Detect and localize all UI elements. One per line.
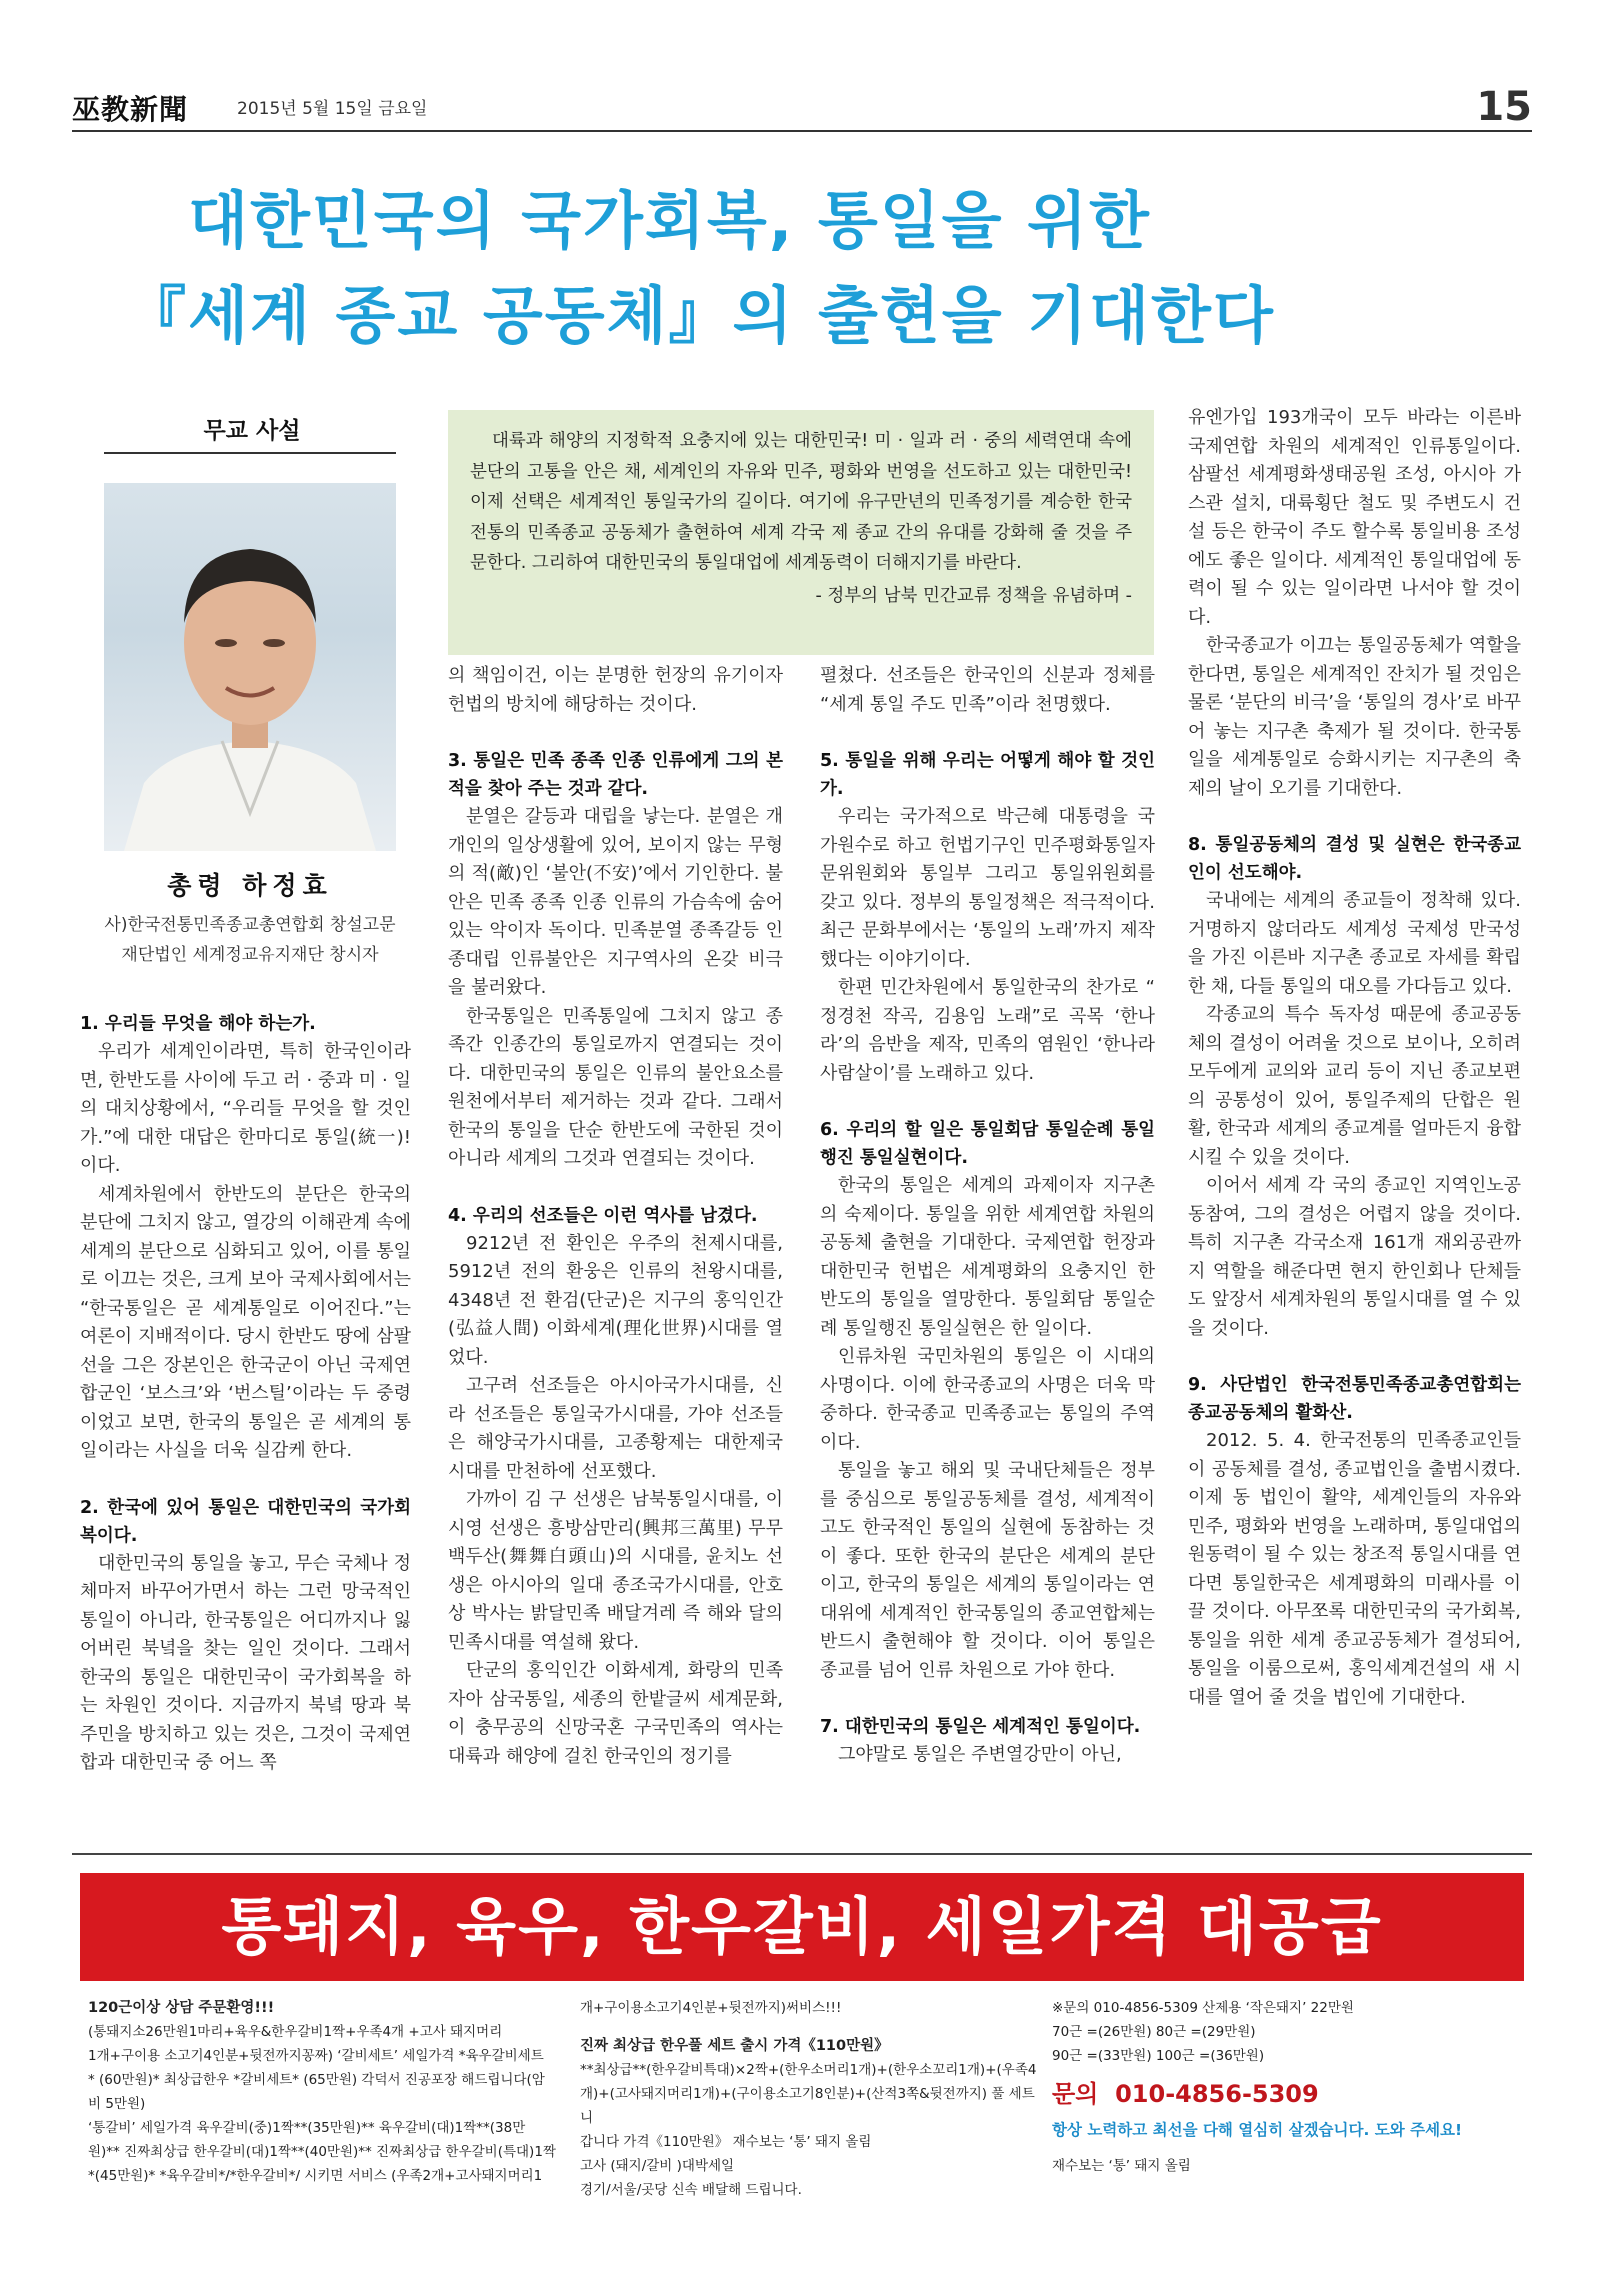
ad-divider <box>72 1853 1532 1855</box>
paragraph: 국내에는 세계의 종교들이 정착해 있다. 거명하지 않더라도 세계성 국제성 만국성을 가진 이른바 지구촌 종교로 자세를 확립한 채, 다들 통일의 대오를 가다듬고 있다. <box>1188 890 1521 997</box>
paragraph: 9212년 전 환인은 우주의 천제시대를, 5912년 전의 환웅은 인류의 천왕시대를, 4348년 전 환검(단군)은 지구의 홍익인간(弘益人間) 이화세계(理化世界)시대를 열었다. <box>448 1232 783 1368</box>
ad-line: 1개+구이용 소고기4인분+뒷전까지꽁짜) ‘갈비세트’ 세일가격 *육우갈비세트 <box>88 2048 544 2064</box>
article-column-3 <box>820 662 1155 1770</box>
section-label-rule <box>104 452 396 454</box>
paragraph: 각종교의 특수 독자성 때문에 종교공동체의 결성이 어려울 것으로 보이나, 오히려 모두에게 교의와 교리 등이 지닌 종교보편의 공통성이 있어, 통일주제의 단합은 원활, 한국과 세계의 종교계를 얼마든지 융합시킬 수 있을 것이다. <box>1188 1004 1521 1168</box>
lead-summary-box <box>448 410 1154 655</box>
lead-text: 대륙과 해양의 지정학적 요충지에 있는 대한민국! 미 · 일과 러 · 중의 세력연대 속에 분단의 고통을 안은 채, 세계인의 자유와 민주, 평화와 번영을 선도하고 있는 대한민국! 이제 선택은 세계적인 통일국가의 길이다. 여기에 유구만년의 민족정기를 계승한 한국 전통의 민족종교 공동체가 출현하여 세계 각국 제 종교 간의 유대를 강화해 줄 것을 주문한다. 그리하여 대한민국의 통일대업에 세계동력이 더해지기를 바란다. <box>470 431 1132 573</box>
ad-slogan: 항상 노력하고 최선을 다해 열심히 살겠습니다. 도와 주세요! <box>1052 2121 1463 2139</box>
paragraph: 단군의 홍익인간 이화세계, 화랑의 민족자아 삼국통일, 세종의 한밭글씨 세계문화, 이 충무공의 신망국혼 구국민족의 역사는 대륙과 해양에 걸친 한국인의 정기를 <box>448 1660 783 1767</box>
paragraph: 우리는 국가적으로 박근혜 대통령을 국가원수로 하고 헌법기구인 민주평화통일자문위원회와 통일부 그리고 통일위원회를 갖고 있다. 정부의 통일정책은 적극적이다. 최근 문화부에서는 ‘통일의 노래’까지 제작했다는 이야기이다. <box>820 806 1155 970</box>
section-heading-9: 9. 사단법인 한국전통민족종교총연합회는 종교공동체의 활화산. <box>1188 1375 1521 1423</box>
ad-line: 고사 (돼지/갈비 )대박세일 <box>580 2158 735 2174</box>
section-heading-6: 6. 우리의 할 일은 통일회담 통일순례 통일행진 통일실현이다. <box>820 1120 1155 1168</box>
author-affiliation-2: 재단법인 세계정교유지재단 창시자 <box>121 945 379 965</box>
paragraph: 그야말로 통일은 주변열강만이 아닌, <box>838 1744 1122 1765</box>
ad-signature: 재수보는 ‘통’ 돼지 올림 <box>1052 2158 1191 2174</box>
article-column-2 <box>448 662 783 1771</box>
masthead-rule <box>72 130 1532 132</box>
paragraph: 2012. 5. 4. 한국전통의 민족종교인들이 공동체를 결성, 종교법인을 출범시켰다. 이제 동 법인이 활약, 세계인들의 자유와 민주, 평화와 번영을 노래하며, 통일대업의 원동력이 될 수 있는 창조적 통일시대를 연다면 통일한국은 세계평화의 미래사를 이끌 것이다. 아무쪼록 대한민국의 국가회복, 통일을 위한 세계 종교공동체가 결성되어, 통일을 이룸으로써, 홍익세계건설의 새 시대를 열어 줄 것을 법인에 기대한다. <box>1188 1430 1521 1708</box>
paragraph: 통일을 놓고 해외 및 국내단체들은 정부를 중심으로 통일공동체를 결성, 세계적이고도 한국적인 통일의 실현에 동참하는 것이 좋다. 또한 한국의 분단은 세계의 분단이고, 한국의 통일은 세계의 통일이라는 연대위에 세계적인 한국통일의 종교연합체는 반드시 출현해야 할 것이다. 이어 통일은 종교를 넘어 인류 차원으로 가야 한다. <box>820 1460 1155 1681</box>
page-number: 15 <box>1476 84 1532 130</box>
ad-line: 개+구이용소고기4인분+뒷전까지)써비스!!! <box>580 2000 842 2016</box>
section-heading-8: 8. 통일공동체의 결성 및 실현은 한국종교인이 선도해야. <box>1188 835 1521 883</box>
portrait-photo-icon <box>104 483 396 851</box>
article-column-1 <box>80 1010 411 1778</box>
paragraph: 우리가 세계인이라면, 특히 한국인이라면, 한반도를 사이에 두고 러 · 중과 미 · 일의 대치상황에서, “우리들 무엇을 할 것인가.”에 대한 대답은 한마디로 통일(統一)!이다. <box>80 1041 411 1176</box>
ad-line: *(45만원)* *육우갈비*/*한우갈비*/ 시키면 서비스 (우족2개+고사돼지머리1 <box>88 2168 543 2184</box>
article-column-4 <box>1188 404 1521 1712</box>
headline-line-1: 대한민국의 국가회복, 통일을 위한 <box>188 184 1151 257</box>
paragraph: 한국통일은 민족통일에 그치지 않고 종족간 인종간의 통일로까지 연결되는 것이다. 대한민국의 통일은 인류의 불안요소를 원천에서부터 제거하는 것과 같다. 그래서 한국의 통일을 단순 한반도에 국한된 것이 아니라 세계의 그것과 연결되는 것이다. <box>448 1005 783 1169</box>
ad-column-2 <box>580 1996 1040 2202</box>
ad-banner: 통돼지, 육우, 한우갈비, 세일가격 대공급 <box>80 1873 1524 1981</box>
paragraph: 분열은 갈등과 대립을 낳는다. 분열은 개개인의 일상생활에 있어, 보이지 않는 무형의 적(敵)인 ‘불안(不安)’에서 기인한다. 불안은 민족 종족 인종 인류의 가슴속에 숨어있는 악이자 독이다. 민족분열 종족갈등 인종대립 인류불안은 지구역사의 온갖 비극을 불러왔다. <box>448 806 783 998</box>
section-heading-1: 1. 우리들 무엇을 해야 하는가. <box>80 1014 316 1034</box>
ad-line: 90근 =(33만원) 100근 =(36만원) <box>1052 2048 1265 2064</box>
lead-subtitle: - 정부의 남북 민간교류 정책을 유념하며 - <box>815 585 1132 606</box>
issue-date: 2015년 5월 15일 금요일 <box>237 99 428 119</box>
section-heading-2: 2. 한국에 있어 통일은 대한민국의 국가회복이다. <box>80 1497 411 1546</box>
ad-line: 경기/서울/곳당 신속 배달해 드립니다. <box>580 2182 802 2198</box>
author-affiliation-1: 사)한국전통민족종교총연합회 창설고문 <box>104 915 396 935</box>
paragraph: 인류차원 국민차원의 통일은 이 시대의 사명이다. 이에 한국종교의 사명은 더욱 막중하다. 한국종교 민족종교는 통일의 주역이다. <box>820 1346 1155 1453</box>
paragraph: 고구려 선조들은 아시아국가시대를, 신라 선조들은 통일국가시대를, 가야 선조들은 해양국가시대를, 고종황제는 대한제국시대를 만천하에 선포했다. <box>448 1375 783 1482</box>
ad-line: (통돼지소26만원1마리+육우&한우갈비1짝+우족4개 +고사 돼지머리 <box>88 2024 503 2040</box>
ad-line: **최상급**(한우갈비특대)×2짝+(한우소머리1개)+(한우소꼬리1개)+(우족4 <box>580 2062 1037 2078</box>
ad-line: 개)+(고사돼지머리1개)+(구이용소고기8인분)+(산적3쪽&뒷전까지) 풀 세트 니 <box>580 2086 1035 2126</box>
section-heading-7: 7. 대한민국의 통일은 세계적인 통일이다. <box>820 1717 1141 1737</box>
section-heading-3: 3. 통일은 민족 종족 인종 인류에게 그의 본적을 찾아 주는 것과 같다. <box>448 751 783 799</box>
ad-line: 70근 =(26만원) 80근 =(29만원) <box>1052 2024 1256 2040</box>
headline-line-2: 『세계 종교 공동체』의 출현을 기대한다 <box>124 279 1275 352</box>
ad-line: 갑니다 가격《110만원》 재수보는 ‘통’ 돼지 올림 <box>580 2134 872 2150</box>
ad-column-3 <box>1052 1996 1522 2178</box>
masthead <box>72 84 1532 134</box>
ad-heading: 진짜 최상급 한우풀 세트 출시 가격《110만원》 <box>580 2038 889 2054</box>
author-name: 총령 하정효 <box>167 871 333 900</box>
phone-label: 문의 <box>1052 2080 1099 2108</box>
paragraph: 한편 민간차원에서 통일한국의 찬가로 “ 정경천 작곡, 김용임 노래”로 곡목 ‘한나라’의 음반을 제작, 민족의 염원인 ‘한나라 사람살이’를 노래하고 있다. <box>820 977 1155 1084</box>
ad-line: ‘통갈비’ 세일가격 육우갈비(중)1짝**(35만원)** 육우갈비(대)1짝**(38만 <box>88 2120 526 2136</box>
paragraph: 유엔가입 193개국이 모두 바라는 이른바 국제연합 차원의 세계적인 인류통일이다. 삼팔선 세계평화생태공원 조성, 아시아 가스관 설치, 대륙횡단 철도 및 주변도시 건설 등은 한국이 주도 할수록 통일비용 조성에도 좋은 일이다. 세계적인 통일대업에 동력이 될 수 있는 일이라면 나서야 할 것이다. <box>1188 407 1521 628</box>
ad-line: 비 5만원) <box>88 2096 146 2112</box>
paragraph: 한국종교가 이끄는 통일공동체가 역할을 한다면, 통일은 세계적인 잔치가 될 것임은 물론 ‘분단의 비극’을 ‘통일의 경사’로 바꾸어 놓는 지구촌 축제가 될 것이다. 한국통일을 세계통일로 승화시키는 지구촌의 축제의 날이 오기를 기대한다. <box>1188 635 1521 799</box>
ad-line: * (60만원)* 최상급한우 *갈비세트* (65만원) 각덕서 진공포장 해드립니다(암 <box>88 2072 545 2088</box>
ad-line: 120근이상 상담 주문환영!!! <box>88 2000 275 2016</box>
section-heading-4: 4. 우리의 선조들은 이런 역사를 남겼다. <box>448 1205 758 1226</box>
ad-column-1 <box>88 1996 568 2188</box>
section-heading-5: 5. 통일을 위해 우리는 어떻게 해야 할 것인가. <box>820 751 1155 799</box>
ad-phone-row <box>1052 2074 1522 2114</box>
paragraph: 이어서 세계 각 국의 종교인 지역인노공동참여, 그의 결성은 어렵지 않을 것이다. 특히 지구촌 각국소재 161개 재외공관까지 역할을 해준다면 현지 한인회나 단체들도 앞장서 세계차원의 통일시대를 열 수 있을 것이다. <box>1188 1175 1521 1339</box>
phone-number: 010-4856-5309 <box>1115 2080 1319 2108</box>
newspaper-logo: 巫教新聞 <box>72 93 189 126</box>
paragraph: 의 책임이건, 이는 분명한 헌장의 유기이자 헌법의 방치에 해당하는 것이다. <box>448 665 783 715</box>
paragraph: 대한민국의 통일을 놓고, 무슨 국체나 정체마저 바꾸어가면서 하는 그런 망국적인 통일이 아니라, 한국통일은 어디까지나 잃어버린 북녘을 찾는 일인 것이다. 그래서 한국의 통일은 대한민국이 국가회복을 하는 차원인 것이다. 지금까지 북녘 땅과 북 주민을 방치하고 있는 것은, 그것이 국제연합과 대한민국 중 어느 쪽 <box>80 1552 411 1773</box>
paragraph: 가까이 김 구 선생은 남북통일시대를, 이시영 선생은 흥방삼만리(興邦三萬里) 무무백두산(舞舞白頭山)의 시대를, 윤치노 선생은 아시아의 일대 종조국가시대를, 안호상 박사는 밝달민족 배달겨레 즉 해와 달의 민족시대를 역설해 왔다. <box>448 1489 783 1653</box>
ad-line: 원)** 진짜최상급 한우갈비(대)1짝**(40만원)** 진짜최상급 한우갈비(특대)1짝 <box>88 2144 556 2160</box>
paragraph: 펼쳤다. 선조들은 한국인의 신분과 정체를 “세계 통일 주도 민족”이라 천명했다. <box>820 665 1155 715</box>
author-photo <box>104 483 396 851</box>
ad-line: ※문의 010-4856-5309 산제용 ‘작은돼지’ 22만원 <box>1052 2000 1354 2016</box>
section-label: 무교 사설 <box>203 418 301 444</box>
paragraph: 세계차원에서 한반도의 분단은 한국의 분단에 그치지 않고, 열강의 이해관계 속에 세계의 분단으로 심화되고 있어, 이를 통일로 이끄는 것은, 크게 보아 국제사회에서는 “한국통일은 곧 세계통일로 이어진다.”는 여론이 지배적이다. 당시 한반도 땅에 삼팔선을 그은 장본인은 한국군이 아닌 국제연합군인 ‘보스크’와 ‘번스틸’이라는 두 중령이었고 보면, 한국의 통일은 곧 세계의 통일이라는 사실을 더욱 실감케 한다. <box>80 1183 411 1461</box>
paragraph: 한국의 통일은 세계의 과제이자 지구촌의 숙제이다. 통일을 위한 세계연합 차원의 공동체 출현을 기대한다. 국제연합 헌장과 대한민국 헌법은 세계평화의 요충지인 한반도의 통일을 열망한다. 통일회담 통일순례 통일행진 통일실현은 한 일이다. <box>820 1175 1155 1339</box>
